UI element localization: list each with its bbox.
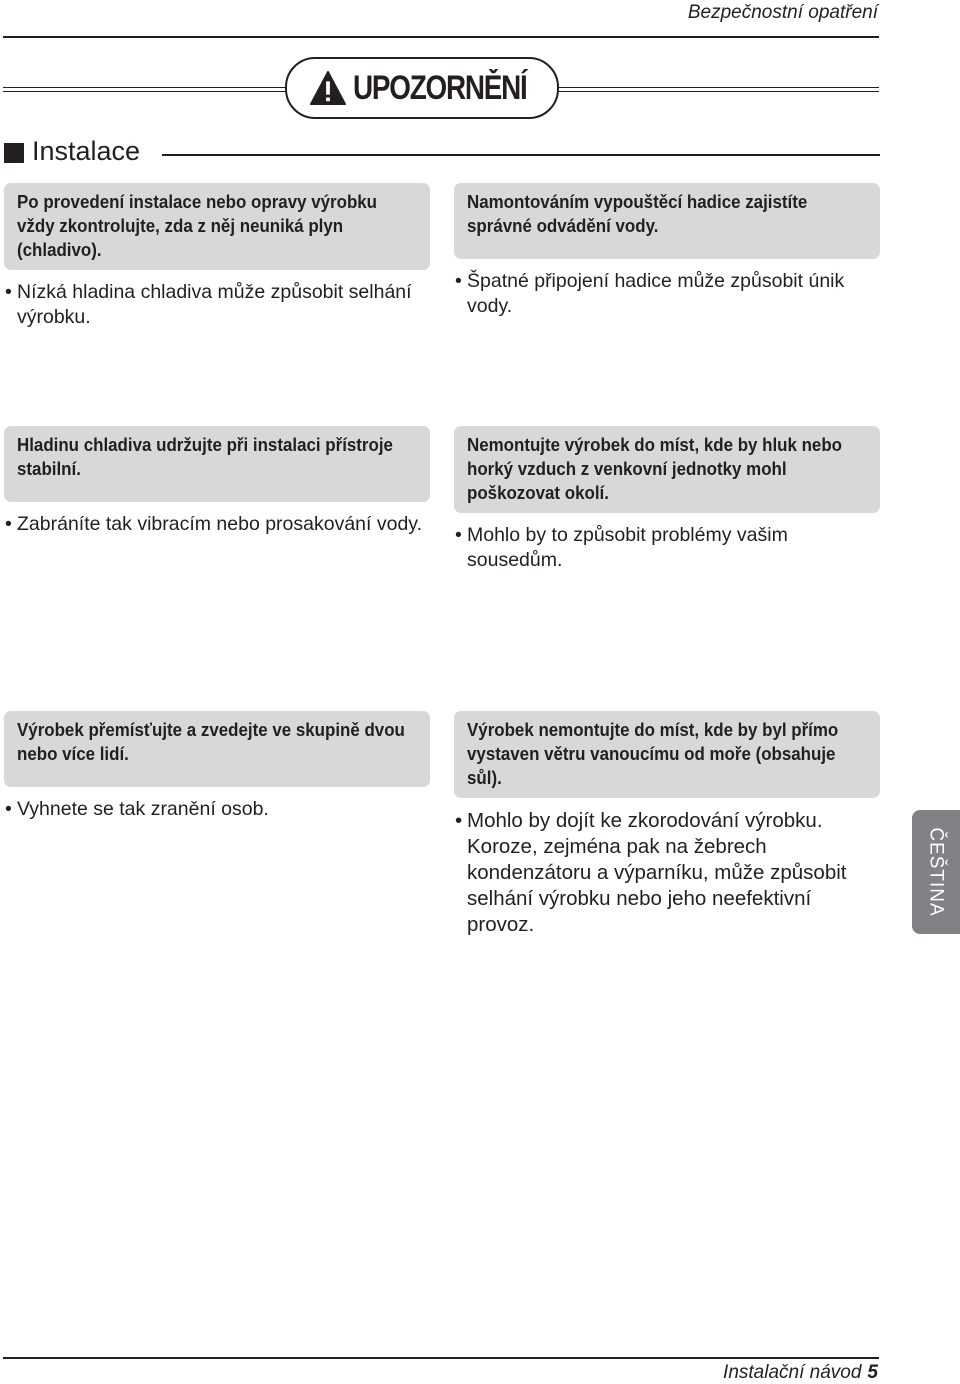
- caution-bullet: • Špatné připojení hadice může způsobit únik vody.: [455, 270, 845, 317]
- warning-badge: [285, 57, 559, 119]
- caution-item: [454, 426, 880, 573]
- caution-box: Hladinu chladiva udržujte při instalaci přístroje stabilní.: [4, 426, 430, 502]
- caution-box: Namontováním vypouštěcí hadice zajistíte správné odvádění vody.: [454, 183, 880, 259]
- footer-rule: [3, 1357, 879, 1359]
- page-number: 5: [867, 1362, 878, 1383]
- caution-box: Po provedení instalace nebo opravy výrobku vždy zkontrolujte, zda z něj neuniká plyn (chladivo).: [4, 183, 430, 270]
- caution-bullet: • Mohlo by to způsobit problémy vašim sousedům.: [455, 524, 788, 571]
- warning-rule-right: [555, 87, 879, 88]
- warning-rule-left: [3, 87, 286, 88]
- caution-item: [4, 183, 430, 330]
- warning-triangle-icon: [309, 70, 347, 106]
- section-square-icon: [4, 143, 24, 163]
- header-rule: [3, 36, 879, 38]
- caution-bullet: • Nízká hladina chladiva může způsobit selhání výrobku.: [5, 281, 412, 328]
- caution-item: [454, 183, 880, 319]
- section-rule: [162, 154, 880, 156]
- footer-label: Instalační návod: [723, 1362, 862, 1383]
- footer: [723, 1362, 878, 1384]
- warning-label: UPOZORNĚNÍ: [353, 68, 527, 107]
- caution-bullet: • Mohlo by dojít ke zkorodování výrobku. Koroze, zejména pak na žebrech kondenzátoru a výparníku, může způsobit selhání výrobku nebo jeho neefektivní provoz.: [455, 809, 847, 936]
- caution-box: Výrobek nemontujte do míst, kde by byl přímo vystaven větru vanoucímu od moře (obsahuje sůl).: [454, 711, 880, 798]
- caution-bullet: • Vyhnete se tak zranění osob.: [5, 798, 269, 820]
- language-tab-label: ČEŠTINA: [926, 827, 948, 917]
- caution-item: [4, 426, 430, 537]
- language-tab: [912, 810, 960, 934]
- section-title: Instalace: [32, 136, 141, 166]
- section-heading: [4, 136, 880, 172]
- caution-item: [454, 711, 880, 938]
- caution-bullet: • Zabráníte tak vibracím nebo prosakování vody.: [5, 513, 423, 535]
- header-section-title: Bezpečnostní opatření: [687, 2, 878, 23]
- caution-box: Nemontujte výrobek do míst, kde by hluk nebo horký vzduch z venkovní jednotky mohl poškozovat okolí.: [454, 426, 880, 513]
- caution-item: [4, 711, 430, 822]
- caution-box: Výrobek přemísťujte a zvedejte ve skupině dvou nebo více lidí.: [4, 711, 430, 787]
